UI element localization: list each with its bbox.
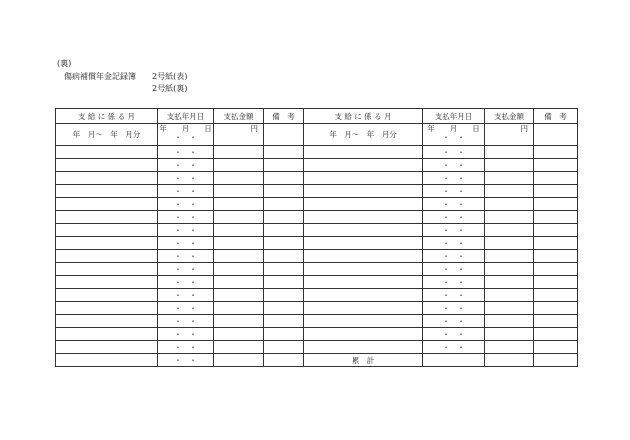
payment-month-cell xyxy=(304,237,423,250)
date-dots: ・ ・ xyxy=(158,250,214,263)
payment-month-cell xyxy=(304,341,423,354)
col-header-payment-month-left: 支 給 に 係 る 月 xyxy=(56,109,158,124)
table-row xyxy=(56,328,578,341)
table-row xyxy=(56,302,578,315)
date-dots: ・ ・ xyxy=(158,211,214,224)
remarks-cell xyxy=(264,185,304,198)
table-row xyxy=(56,250,578,263)
payment-month-cell xyxy=(304,250,423,263)
remarks-cell xyxy=(534,211,578,224)
remarks-cell xyxy=(264,341,304,354)
amount-cell xyxy=(214,211,264,224)
amount-cell xyxy=(485,172,534,185)
date-dots: ・ ・ xyxy=(423,315,485,328)
payment-month-cell xyxy=(304,185,423,198)
amount-cell xyxy=(214,263,264,276)
remarks-cell xyxy=(534,354,578,367)
date-ymd-label: 年 月 日 xyxy=(159,124,212,133)
col-header-remarks-right: 備 考 xyxy=(534,109,578,124)
date-dots: ・ ・ xyxy=(174,133,197,142)
col-header-payment-date-right: 支払年月日 xyxy=(423,109,485,124)
date-dots: ・ ・ xyxy=(158,276,214,289)
remarks-cell xyxy=(534,250,578,263)
date-dots: ・ ・ xyxy=(423,328,485,341)
amount-cell xyxy=(485,341,534,354)
payment-month-cell xyxy=(304,146,423,159)
remarks-cell xyxy=(264,224,304,237)
yen-label: 円 xyxy=(520,124,528,133)
amount-cell xyxy=(214,341,264,354)
date-dots: ・ ・ xyxy=(442,133,465,142)
col-header-payment-date-left: 支払年月日 xyxy=(158,109,214,124)
remarks-cell xyxy=(534,237,578,250)
table-row xyxy=(56,185,578,198)
payment-ledger-table xyxy=(55,108,578,367)
payment-date-cell xyxy=(423,124,485,146)
payment-month-cell xyxy=(56,328,158,341)
table-row xyxy=(56,315,578,328)
payment-month-cell xyxy=(304,315,423,328)
payment-month-cell xyxy=(304,224,423,237)
table-row xyxy=(56,224,578,237)
date-dots: ・ ・ xyxy=(158,198,214,211)
date-dots: ・ ・ xyxy=(158,289,214,302)
payment-month-cell xyxy=(304,172,423,185)
date-dots: ・ ・ xyxy=(158,146,214,159)
amount-cell xyxy=(214,224,264,237)
payment-month-cell xyxy=(56,276,158,289)
amount-cell xyxy=(485,224,534,237)
period-label-left: 年 月～ 年 月分 xyxy=(56,124,158,146)
date-dots: ・ ・ xyxy=(423,185,485,198)
remarks-cell xyxy=(534,146,578,159)
payment-month-cell xyxy=(56,172,158,185)
payment-month-cell xyxy=(56,159,158,172)
remarks-cell xyxy=(264,146,304,159)
remarks-cell xyxy=(534,315,578,328)
col-header-payment-amount-right: 支払金額 xyxy=(485,109,534,124)
book-title: 傷病補償年金記録簿 xyxy=(64,72,136,81)
date-dots: ・ ・ xyxy=(158,224,214,237)
payment-month-cell xyxy=(56,354,158,367)
payment-month-cell xyxy=(304,198,423,211)
date-dots: ・ ・ xyxy=(158,237,214,250)
date-dots: ・ ・ xyxy=(158,315,214,328)
amount-cell xyxy=(214,172,264,185)
amount-cell xyxy=(214,237,264,250)
remarks-cell xyxy=(534,276,578,289)
amount-cell xyxy=(485,263,534,276)
amount-cell xyxy=(485,315,534,328)
payment-month-cell xyxy=(56,211,158,224)
amount-cell xyxy=(214,159,264,172)
form-number-front: 2号紙(表) xyxy=(152,72,188,81)
remarks-cell xyxy=(264,276,304,289)
amount-cell xyxy=(485,146,534,159)
table-row xyxy=(56,276,578,289)
payment-month-cell xyxy=(56,146,158,159)
table-first-row xyxy=(56,124,578,146)
date-dots: ・ ・ xyxy=(158,263,214,276)
date-dots: ・ ・ xyxy=(423,302,485,315)
amount-cell xyxy=(485,185,534,198)
amount-cell xyxy=(214,354,264,367)
date-dots: ・ ・ xyxy=(423,263,485,276)
table-row xyxy=(56,263,578,276)
remarks-cell xyxy=(264,263,304,276)
date-dots: ・ ・ xyxy=(158,328,214,341)
remarks-cell xyxy=(264,172,304,185)
payment-month-cell xyxy=(304,289,423,302)
date-dots: ・ ・ xyxy=(423,289,485,302)
table-row xyxy=(56,289,578,302)
remarks-cell xyxy=(534,328,578,341)
period-label-right: 年 月～ 年 月分 xyxy=(304,124,423,146)
date-dots: ・ ・ xyxy=(158,185,214,198)
remarks-cell xyxy=(534,263,578,276)
col-header-remarks-left: 備 考 xyxy=(264,109,304,124)
payment-month-cell xyxy=(304,276,423,289)
table-row xyxy=(56,354,578,367)
remarks-cell xyxy=(534,289,578,302)
date-dots: ・ ・ xyxy=(423,237,485,250)
date-dots: ・ ・ xyxy=(423,341,485,354)
payment-month-cell xyxy=(304,211,423,224)
remarks-cell xyxy=(534,159,578,172)
payment-month-cell xyxy=(56,289,158,302)
payment-month-cell xyxy=(56,198,158,211)
amount-cell xyxy=(485,354,534,367)
remarks-cell xyxy=(534,341,578,354)
date-dots: ・ ・ xyxy=(423,172,485,185)
amount-cell xyxy=(214,250,264,263)
remarks-cell xyxy=(264,328,304,341)
table-row xyxy=(56,146,578,159)
remarks-cell xyxy=(264,124,304,146)
table-row xyxy=(56,211,578,224)
payment-month-cell xyxy=(56,237,158,250)
payment-month-cell xyxy=(56,315,158,328)
date-dots: ・ ・ xyxy=(158,172,214,185)
amount-cell xyxy=(214,198,264,211)
yen-label: 円 xyxy=(250,124,258,133)
amount-cell xyxy=(214,124,264,146)
remarks-cell xyxy=(264,354,304,367)
form-number-back: 2号紙(裏) xyxy=(152,84,188,93)
amount-cell xyxy=(485,198,534,211)
amount-cell xyxy=(485,289,534,302)
payment-date-cell xyxy=(158,124,214,146)
side-label: (裏) xyxy=(57,59,72,68)
amount-cell xyxy=(485,328,534,341)
payment-month-cell xyxy=(304,159,423,172)
date-dots: ・ ・ xyxy=(158,159,214,172)
payment-month-cell xyxy=(56,185,158,198)
remarks-cell xyxy=(534,302,578,315)
amount-cell xyxy=(214,302,264,315)
amount-cell xyxy=(214,185,264,198)
date-dots: ・ ・ xyxy=(423,198,485,211)
amount-cell xyxy=(485,302,534,315)
amount-cell xyxy=(214,315,264,328)
cumulative-total-label: 累 計 xyxy=(304,354,423,367)
table-row xyxy=(56,172,578,185)
remarks-cell xyxy=(264,302,304,315)
date-dots: ・ ・ xyxy=(423,211,485,224)
remarks-cell xyxy=(264,315,304,328)
amount-cell xyxy=(214,146,264,159)
table-row xyxy=(56,237,578,250)
table-row xyxy=(56,198,578,211)
date-dots: ・ ・ xyxy=(423,146,485,159)
payment-month-cell xyxy=(56,302,158,315)
remarks-cell xyxy=(534,198,578,211)
remarks-cell xyxy=(534,224,578,237)
amount-cell xyxy=(485,124,534,146)
payment-month-cell xyxy=(56,224,158,237)
remarks-cell xyxy=(264,237,304,250)
payment-month-cell xyxy=(304,328,423,341)
date-dots: ・ ・ xyxy=(423,159,485,172)
remarks-cell xyxy=(264,211,304,224)
payment-month-cell xyxy=(56,263,158,276)
amount-cell xyxy=(485,211,534,224)
amount-cell xyxy=(214,328,264,341)
col-header-payment-amount-left: 支払金額 xyxy=(214,109,264,124)
table-header-row xyxy=(56,109,578,124)
amount-cell xyxy=(485,250,534,263)
date-dots: ・ ・ xyxy=(158,354,214,367)
date-dots: ・ ・ xyxy=(423,276,485,289)
amount-cell xyxy=(214,276,264,289)
remarks-cell xyxy=(534,185,578,198)
amount-cell xyxy=(485,159,534,172)
date-dots: ・ ・ xyxy=(158,302,214,315)
table-row xyxy=(56,159,578,172)
amount-cell xyxy=(485,276,534,289)
remarks-cell xyxy=(264,198,304,211)
date-dots: ・ ・ xyxy=(158,341,214,354)
payment-month-cell xyxy=(56,250,158,263)
payment-month-cell xyxy=(304,302,423,315)
date-dots: ・ ・ xyxy=(423,224,485,237)
remarks-cell xyxy=(534,124,578,146)
remarks-cell xyxy=(264,159,304,172)
date-dots: ・ ・ xyxy=(423,250,485,263)
payment-month-cell xyxy=(56,341,158,354)
remarks-cell xyxy=(264,289,304,302)
table-row xyxy=(56,341,578,354)
remarks-cell xyxy=(264,250,304,263)
amount-cell xyxy=(214,289,264,302)
amount-cell xyxy=(485,237,534,250)
date-ymd-label: 年 月 日 xyxy=(427,124,480,133)
remarks-cell xyxy=(534,172,578,185)
payment-month-cell xyxy=(304,263,423,276)
col-header-payment-month-right: 支 給 に 係 る 月 xyxy=(304,109,423,124)
payment-date-cell xyxy=(423,354,485,367)
